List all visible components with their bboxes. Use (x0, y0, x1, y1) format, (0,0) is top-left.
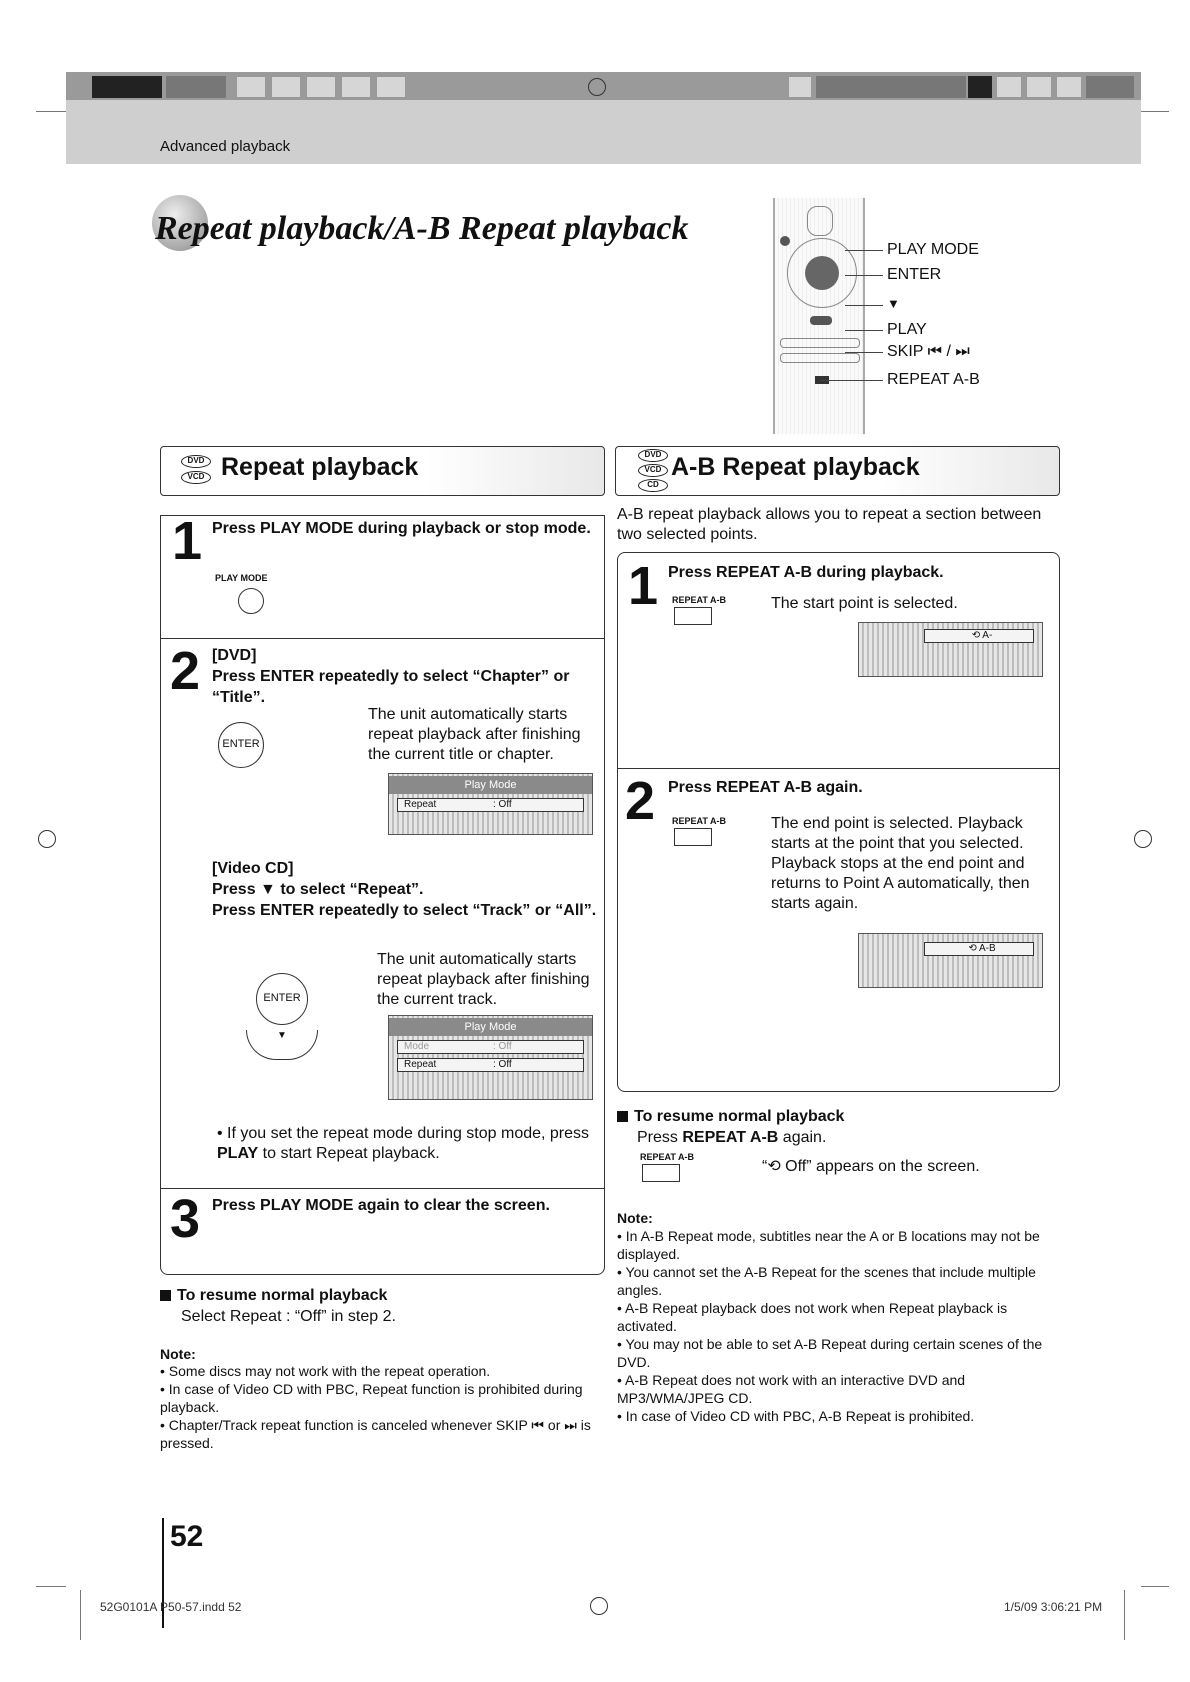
remote-label-enter: ENTER (887, 266, 942, 283)
crop-mark (1141, 1586, 1169, 1587)
left-notes-list (160, 1362, 600, 1452)
osd-header: Play Mode (389, 1018, 592, 1036)
crop-mark (80, 1590, 81, 1640)
dvd-tag: [DVD] (212, 647, 257, 664)
right-resume-title: To resume normal playback (617, 1106, 844, 1127)
step-2-number: 2 (170, 641, 201, 701)
dvd-description: The unit automatically starts repeat playback after finishing the current title or chapter. (368, 706, 581, 763)
remote-illustration (773, 198, 865, 434)
repeat-ab-button-label: REPEAT A-B (672, 816, 726, 826)
ab-step-2-instruction: Press REPEAT A-B again. (668, 779, 863, 796)
ab-repeat-title: A-B Repeat playback (671, 453, 920, 481)
crop-mark (36, 111, 66, 112)
left-resume-title: To resume normal playback (160, 1285, 387, 1306)
remote-label-down-arrow: ▼ (887, 296, 900, 311)
ab-step-2-number: 2 (625, 771, 656, 831)
registration-target-icon (38, 830, 56, 848)
osd-play-mode-vcd (388, 1015, 593, 1100)
right-resume-text: Press REPEAT A-B again. (637, 1129, 827, 1146)
osd-play-mode-dvd (388, 773, 593, 835)
osd-header: Play Mode (389, 776, 592, 794)
note-item: • Some discs may not work with the repeat operation. (160, 1363, 491, 1379)
repeat-ab-button-icon (674, 828, 712, 846)
cd-disc-icon: CD (638, 479, 668, 492)
repeat-ab-button-icon (674, 607, 712, 625)
footer-timestamp: 1/5/09 3:06:21 PM (1004, 1600, 1103, 1614)
registration-target-icon (588, 78, 606, 96)
vcd-disc-icon: VCD (181, 471, 211, 484)
ab-repeat-heading (615, 446, 1060, 496)
osd-ab-start (858, 622, 1043, 677)
osd-a-indicator: ⟲ A- (924, 629, 1034, 643)
step-1-number: 1 (172, 511, 203, 571)
step-3-instruction: Press PLAY MODE again to clear the screen. (212, 1197, 550, 1214)
repeat-ab-button-label: REPEAT A-B (640, 1152, 694, 1162)
note-item: • You cannot set the A-B Repeat for the scenes that include multiple angles. (617, 1264, 1036, 1298)
section-label: Advanced playback (160, 138, 291, 155)
enter-button-icon-vcd: ENTER (256, 973, 308, 1025)
vcd-instruction-2: Press ENTER repeatedly to select “Track” or “All”. (212, 902, 597, 919)
crop-mark (36, 1586, 66, 1587)
dvd-disc-icon: DVD (638, 449, 668, 462)
footer-file: 52G0101A P50-57.indd 52 (100, 1600, 242, 1614)
note-item: • In A-B Repeat mode, subtitles near the A or B locations may not be displayed. (617, 1228, 1040, 1262)
note-item: • Chapter/Track repeat function is canceled whenever SKIP ⏮ or ⏭ is pressed. (160, 1417, 591, 1451)
vcd-instruction-1: Press ▼ to select “Repeat”. (212, 881, 424, 898)
osd-repeat-row: Repeat : Off (397, 1058, 584, 1072)
repeat-playback-heading (160, 446, 605, 496)
repeat-ab-button-label: REPEAT A-B (672, 595, 726, 605)
osd-ab-end (858, 933, 1043, 988)
enter-button-icon: ENTER (218, 722, 264, 768)
note-item: • You may not be able to set A-B Repeat during certain scenes of the DVD. (617, 1336, 1043, 1370)
registration-target-icon (590, 1597, 608, 1615)
play-mode-button-label: PLAY MODE (215, 573, 268, 583)
off-indicator-text: “⟲ Off” appears on the screen. (762, 1158, 980, 1175)
ab-intro: A-B repeat playback allows you to repeat a section between two selected points. (617, 506, 1042, 543)
remote-label-play: PLAY (887, 321, 927, 338)
ab-step-1-instruction: Press REPEAT A-B during playback. (668, 564, 944, 581)
play-mode-button-icon (238, 588, 264, 614)
registration-target-icon (1134, 830, 1152, 848)
vcd-tag: [Video CD] (212, 860, 294, 877)
note-item: • A-B Repeat playback does not work when Repeat playback is activated. (617, 1300, 1008, 1334)
note-item: • A-B Repeat does not work with an interactive DVD and MP3/WMA/JPEG CD. (617, 1372, 966, 1406)
osd-mode-row: Mode : Off (397, 1040, 584, 1054)
page-title: Repeat playback/A-B Repeat playback (155, 210, 689, 247)
note-item: • In case of Video CD with PBC, Repeat function is prohibited during playback. (160, 1381, 583, 1415)
repeat-playback-title: Repeat playback (221, 453, 419, 481)
dvd-instruction: Press ENTER repeatedly to select “Chapter” or “Title”. (212, 668, 570, 706)
step-3-number: 3 (170, 1189, 201, 1249)
left-note-title: Note: (160, 1346, 196, 1362)
vcd-disc-icon: VCD (638, 464, 668, 477)
vcd-description: The unit automatically starts repeat playback after finishing the current track. (377, 951, 590, 1008)
crop-mark (1141, 111, 1169, 112)
remote-label-play-mode: PLAY MODE (887, 241, 979, 258)
stop-mode-bullet: • If you set the repeat mode during stop mode, press PLAY to start Repeat playback. (217, 1125, 590, 1162)
step-1-instruction: Press PLAY MODE during playback or stop mode. (212, 520, 591, 537)
ab-step-1-number: 1 (628, 556, 659, 616)
right-note-title: Note: (617, 1210, 653, 1226)
right-notes-list (617, 1227, 1062, 1425)
ab-step-1-description: The start point is selected. (771, 595, 958, 612)
osd-ab-indicator: ⟲ A-B (924, 942, 1034, 956)
remote-label-repeat-ab: REPEAT A-B (887, 371, 980, 388)
left-resume-text: Select Repeat : “Off” in step 2. (181, 1308, 396, 1325)
down-arrow-icon: ▼ (246, 1030, 318, 1060)
repeat-ab-button-icon (642, 1164, 680, 1182)
dvd-disc-icon: DVD (181, 455, 211, 468)
osd-repeat-row: Repeat : Off (397, 798, 584, 812)
page-number: 52 (170, 1520, 204, 1553)
ab-step-2-description: The end point is selected. Playback starts at the point that you selected. Playback stops at the end point and returns to Point A automatically, then starts again. (771, 815, 1030, 912)
crop-mark (1124, 1590, 1125, 1640)
note-item: • In case of Video CD with PBC, A-B Repeat is prohibited. (617, 1408, 975, 1424)
remote-label-skip: SKIP ⏮ / ⏭ (887, 343, 970, 360)
